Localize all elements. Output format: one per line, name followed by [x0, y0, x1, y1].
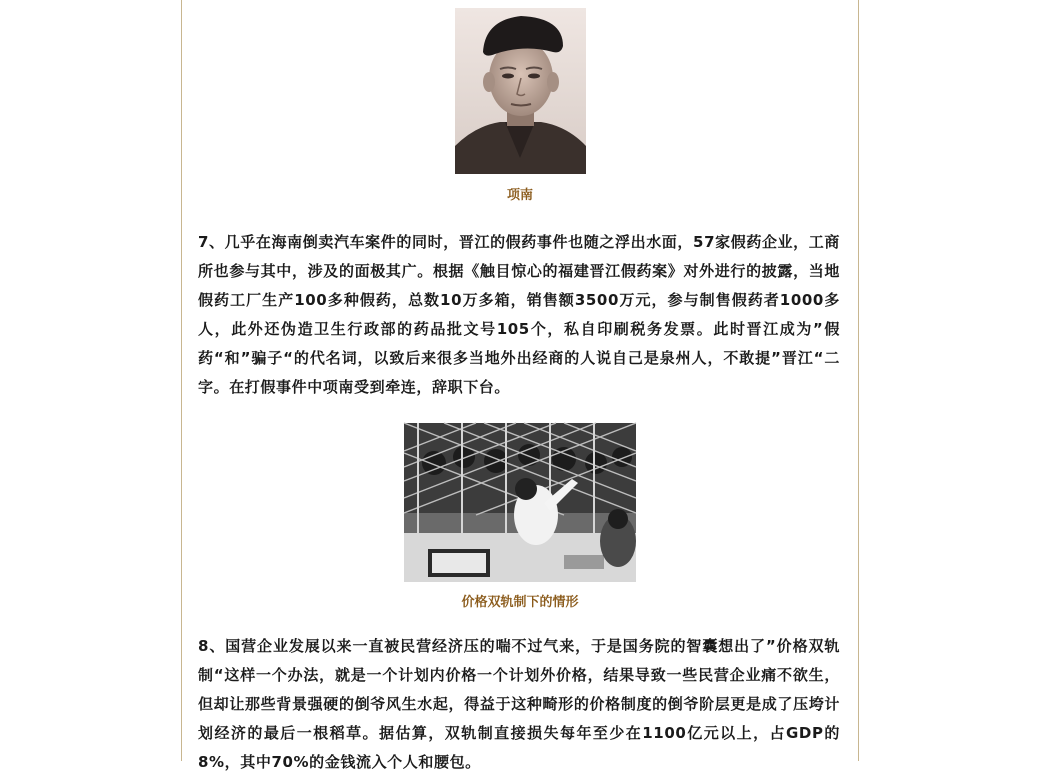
portrait-image — [455, 8, 586, 174]
portrait-photo — [455, 8, 586, 174]
dual-track-photo — [404, 423, 636, 582]
article-column — [181, 0, 859, 771]
dual-track-caption: 价格双轨制下的情形 — [461, 595, 579, 610]
dual-track-image — [404, 423, 636, 582]
paragraph-7: 7、几乎在海南倒卖汽车案件的同时，晋江的假药事件也随之浮出水面，57家假药企业，工商所也参与其中，涉及的面极其广。根据《触目惊心的福建晋江假药案》对外进行的披露，当地假药工厂生产100多种假药，总数10万多箱，销售额3500万元，参与制售假药者1000多人，此外还伪造卫生行政部的药品批文号105个，私自印刷税务发票。此时晋江成为”假药“和”骗子“的代名词，以致后来很多当地外出经商的人说自己是泉州人，不敢提”晋江“二字。在打假事件中项南受到牵连，辞职下台。 — [198, 233, 840, 396]
portrait-caption: 项南 — [506, 188, 533, 203]
paragraph-8: 8、国营企业发展以来一直被民营经济压的喘不过气来，于是国务院的智囊想出了”价格双轨制“这样一个办法，就是一个计划内价格一个计划外价格，结果导致一些民营企业痛不欲生，但却让那些背景强硬的倒爷风生水起，得益于这种畸形的价格制度的倒爷阶层更是成了压垮计划经济的最后一根稻草。据估算，双轨制直接损失每年至少在1100亿元以上，占GDP的8%，其中70%的金钱流入个人和腰包。 — [198, 637, 840, 771]
